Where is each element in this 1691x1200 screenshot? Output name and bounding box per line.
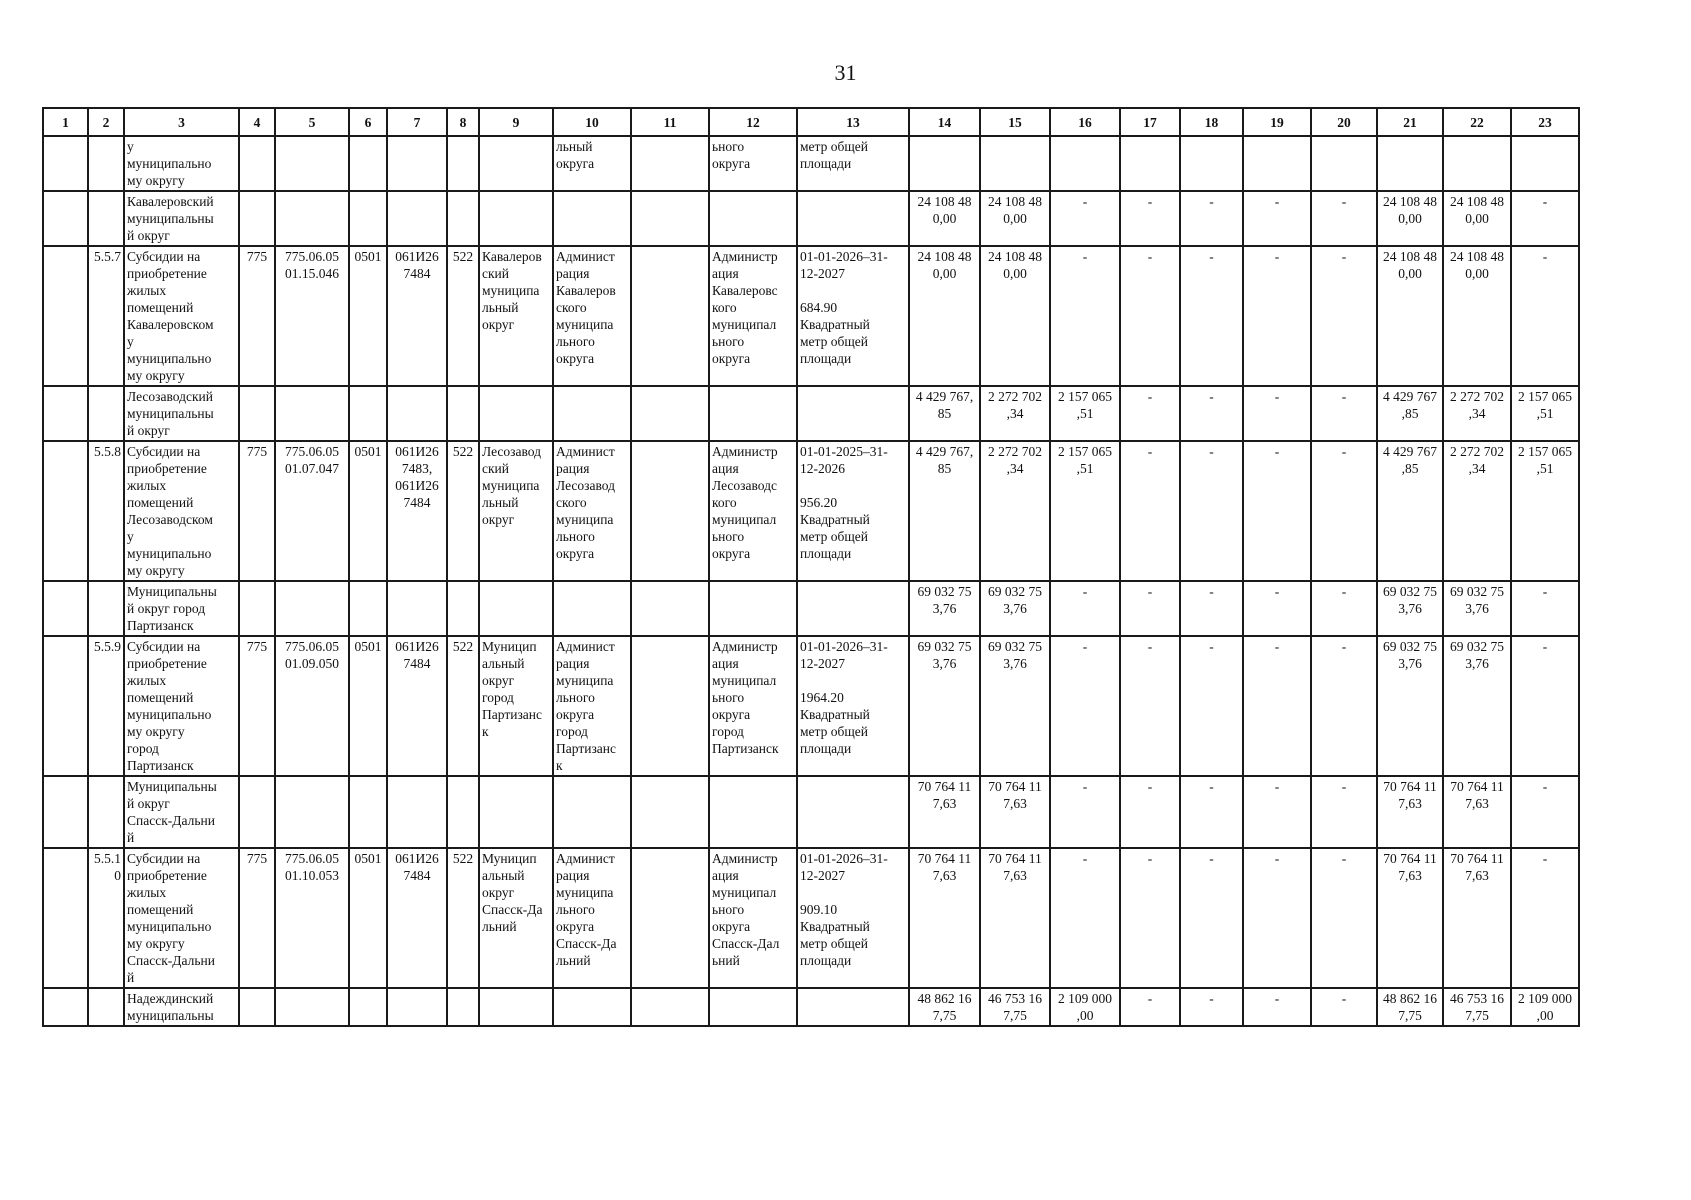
table-cell: 5.5.10 — [88, 848, 124, 988]
table-cell: - — [1180, 636, 1243, 776]
table-cell — [43, 136, 88, 191]
table-cell: - — [1050, 776, 1120, 848]
column-header: 2 — [88, 108, 124, 136]
table-cell — [88, 136, 124, 191]
table-cell — [43, 776, 88, 848]
table-cell — [239, 581, 275, 636]
table-cell: - — [1511, 191, 1579, 246]
table-cell — [239, 136, 275, 191]
table-cell — [709, 581, 797, 636]
table-cell: 69 032 75 3,76 — [909, 636, 980, 776]
table-cell: Администр ация Лесозаводс кого муниципал ьного округа — [709, 441, 797, 581]
table-cell: 775.06.05 01.10.053 — [275, 848, 349, 988]
table-cell — [909, 136, 980, 191]
table-cell — [479, 386, 553, 441]
table-cell: 522 — [447, 441, 479, 581]
table-cell: - — [1050, 848, 1120, 988]
table-cell: у муниципально му округу — [124, 136, 239, 191]
table-cell: 2 157 065 ,51 — [1511, 386, 1579, 441]
table-cell — [88, 191, 124, 246]
table-cell — [709, 776, 797, 848]
table-cell — [553, 191, 631, 246]
table-cell: 2 272 702 ,34 — [1443, 441, 1511, 581]
table-cell: Админист рация Кавалеров ского муниципа льного округа — [553, 246, 631, 386]
table-cell — [631, 386, 709, 441]
table-cell: 2 272 702 ,34 — [980, 441, 1050, 581]
table-cell: 4 429 767, 85 — [909, 386, 980, 441]
column-header: 1 — [43, 108, 88, 136]
table-cell — [709, 191, 797, 246]
table-cell: Администр ация муниципал ьного округа Спасск-Дал ьний — [709, 848, 797, 988]
table-cell: 69 032 75 3,76 — [1443, 581, 1511, 636]
column-header: 4 — [239, 108, 275, 136]
table-cell: - — [1180, 581, 1243, 636]
table-cell — [88, 776, 124, 848]
table-cell: 24 108 48 0,00 — [980, 246, 1050, 386]
table-cell: 01-01-2026–31- 12-2027 909.10 Квадратный метр общей площади — [797, 848, 909, 988]
table-cell: 48 862 16 7,75 — [909, 988, 980, 1026]
table-cell — [349, 988, 387, 1026]
table-cell: - — [1180, 246, 1243, 386]
table-cell: Лесозавод ский муниципа льный округ — [479, 441, 553, 581]
table-cell: 69 032 75 3,76 — [1443, 636, 1511, 776]
table-cell — [43, 581, 88, 636]
table-cell: 69 032 75 3,76 — [980, 581, 1050, 636]
table-cell: 24 108 48 0,00 — [1377, 246, 1443, 386]
table-cell — [239, 776, 275, 848]
table-cell — [1443, 136, 1511, 191]
table-cell — [797, 191, 909, 246]
column-header: 14 — [909, 108, 980, 136]
table-cell — [387, 191, 447, 246]
table-cell — [1377, 136, 1443, 191]
table-cell — [479, 988, 553, 1026]
table-cell: 522 — [447, 246, 479, 386]
table-cell: Муниципальны й округ Спасск-Дальни й — [124, 776, 239, 848]
table-cell: - — [1511, 581, 1579, 636]
table-cell: - — [1120, 246, 1180, 386]
table-cell — [387, 988, 447, 1026]
table-cell — [797, 988, 909, 1026]
column-header: 15 — [980, 108, 1050, 136]
column-header: 8 — [447, 108, 479, 136]
table-cell: 775 — [239, 441, 275, 581]
table-cell — [447, 776, 479, 848]
column-header: 18 — [1180, 108, 1243, 136]
table-cell — [43, 386, 88, 441]
column-header: 17 — [1120, 108, 1180, 136]
table-cell — [631, 136, 709, 191]
table-cell: 0501 — [349, 441, 387, 581]
table-cell — [275, 581, 349, 636]
table-cell: - — [1120, 441, 1180, 581]
table-cell: 2 157 065 ,51 — [1050, 441, 1120, 581]
table-cell: - — [1243, 246, 1311, 386]
column-header: 22 — [1443, 108, 1511, 136]
table-cell: - — [1511, 636, 1579, 776]
table-cell: 061И26 7484 — [387, 246, 447, 386]
table-cell — [43, 636, 88, 776]
table-cell: 70 764 11 7,63 — [980, 848, 1050, 988]
table-cell — [797, 386, 909, 441]
table-cell: 24 108 48 0,00 — [1443, 246, 1511, 386]
table-cell — [553, 988, 631, 1026]
table-cell: - — [1243, 191, 1311, 246]
table-cell — [631, 848, 709, 988]
table-cell: - — [1311, 581, 1377, 636]
table-cell: - — [1120, 988, 1180, 1026]
column-header: 11 — [631, 108, 709, 136]
table-cell: 5.5.8 — [88, 441, 124, 581]
table-cell — [88, 581, 124, 636]
table-cell — [275, 776, 349, 848]
table-cell: - — [1311, 246, 1377, 386]
table-cell — [1243, 136, 1311, 191]
column-header: 23 — [1511, 108, 1579, 136]
table-cell — [797, 776, 909, 848]
table-cell: - — [1050, 246, 1120, 386]
table-cell: 24 108 48 0,00 — [909, 246, 980, 386]
table-cell: - — [1180, 988, 1243, 1026]
table-row — [43, 246, 1579, 386]
table-cell — [553, 386, 631, 441]
table-cell: - — [1511, 776, 1579, 848]
table-cell: 0501 — [349, 636, 387, 776]
table-cell — [553, 776, 631, 848]
page-number: 31 — [834, 60, 857, 85]
table-cell — [1311, 136, 1377, 191]
table-cell — [980, 136, 1050, 191]
column-header: 16 — [1050, 108, 1120, 136]
budget-table — [42, 107, 1580, 1027]
column-header: 7 — [387, 108, 447, 136]
table-cell — [349, 191, 387, 246]
table-cell: 70 764 11 7,63 — [909, 776, 980, 848]
table-cell: Админист рация Лесозавод ского муниципа льного округа — [553, 441, 631, 581]
table-cell: Кавалеров ский муниципа льный округ — [479, 246, 553, 386]
table-cell: 24 108 48 0,00 — [1443, 191, 1511, 246]
table-cell: 2 272 702 ,34 — [980, 386, 1050, 441]
table-cell — [447, 386, 479, 441]
table-cell — [43, 246, 88, 386]
table-cell — [88, 386, 124, 441]
table-row — [43, 636, 1579, 776]
table-cell: Надеждинский муниципальны — [124, 988, 239, 1026]
table-cell: Субсидии на приобретение жилых помещений муниципально му округу город Партизанск — [124, 636, 239, 776]
table-cell — [709, 988, 797, 1026]
table-cell: 775.06.05 01.09.050 — [275, 636, 349, 776]
table-cell: - — [1120, 848, 1180, 988]
column-header: 6 — [349, 108, 387, 136]
table-cell — [275, 136, 349, 191]
table-cell: 69 032 75 3,76 — [1377, 581, 1443, 636]
table-cell: - — [1050, 581, 1120, 636]
table-cell — [631, 636, 709, 776]
table-cell: 061И26 7484 — [387, 848, 447, 988]
table-cell — [275, 988, 349, 1026]
table-cell — [447, 581, 479, 636]
table-cell: - — [1243, 988, 1311, 1026]
table-row — [43, 191, 1579, 246]
table-cell: Админист рация муниципа льного округа город Партизанс к — [553, 636, 631, 776]
table-row — [43, 848, 1579, 988]
table-cell: 2 272 702 ,34 — [1443, 386, 1511, 441]
table-cell: - — [1120, 776, 1180, 848]
table-cell: - — [1050, 636, 1120, 776]
table-cell — [447, 191, 479, 246]
table-cell — [479, 136, 553, 191]
table-cell — [275, 191, 349, 246]
table-cell — [631, 191, 709, 246]
table-cell: Муницип альный округ Спасск-Да льний — [479, 848, 553, 988]
table-cell: - — [1180, 441, 1243, 581]
table-cell: 70 764 11 7,63 — [1443, 848, 1511, 988]
table-cell: - — [1120, 386, 1180, 441]
table-cell: 70 764 11 7,63 — [980, 776, 1050, 848]
table-cell: - — [1311, 636, 1377, 776]
column-header: 3 — [124, 108, 239, 136]
table-cell: 70 764 11 7,63 — [909, 848, 980, 988]
table-cell — [1120, 136, 1180, 191]
table-cell — [631, 988, 709, 1026]
table-cell: 01-01-2026–31- 12-2027 1964.20 Квадратный метр общей площади — [797, 636, 909, 776]
table-cell: - — [1311, 386, 1377, 441]
table-cell: - — [1180, 386, 1243, 441]
table-row — [43, 441, 1579, 581]
column-header: 5 — [275, 108, 349, 136]
column-header: 21 — [1377, 108, 1443, 136]
table-cell: 46 753 16 7,75 — [1443, 988, 1511, 1026]
table-cell: - — [1311, 441, 1377, 581]
table-cell: - — [1511, 246, 1579, 386]
table-cell — [797, 581, 909, 636]
table-cell: 775 — [239, 848, 275, 988]
table-cell: 70 764 11 7,63 — [1377, 776, 1443, 848]
table-cell: 4 429 767, 85 — [909, 441, 980, 581]
table-cell — [349, 776, 387, 848]
table-row — [43, 386, 1579, 441]
table-cell: Лесозаводский муниципальны й округ — [124, 386, 239, 441]
table-cell: 061И26 7484 — [387, 636, 447, 776]
table-cell — [1050, 136, 1120, 191]
table-cell — [447, 988, 479, 1026]
table-cell: 5.5.7 — [88, 246, 124, 386]
table-cell — [447, 136, 479, 191]
table-cell: 775.06.05 01.15.046 — [275, 246, 349, 386]
table-cell: 2 157 065 ,51 — [1050, 386, 1120, 441]
table-cell — [349, 386, 387, 441]
table-cell: 2 109 000 ,00 — [1511, 988, 1579, 1026]
table-cell: льный округа — [553, 136, 631, 191]
table-cell: 522 — [447, 636, 479, 776]
table-cell: 01-01-2026–31- 12-2027 684.90 Квадратный метр общей площади — [797, 246, 909, 386]
table-row — [43, 776, 1579, 848]
table-cell — [239, 988, 275, 1026]
table-cell: Субсидии на приобретение жилых помещений Лесозаводском у муниципально му округу — [124, 441, 239, 581]
table-cell: - — [1243, 848, 1311, 988]
table-cell: - — [1120, 636, 1180, 776]
table-cell — [239, 386, 275, 441]
table-row — [43, 136, 1579, 191]
table-cell — [349, 581, 387, 636]
table-cell — [387, 386, 447, 441]
table-cell — [43, 848, 88, 988]
table-cell: 69 032 75 3,76 — [1377, 636, 1443, 776]
table-cell: 4 429 767 ,85 — [1377, 441, 1443, 581]
table-cell: Администр ация Кавалеровс кого муниципал ьного округа — [709, 246, 797, 386]
table-cell — [1180, 136, 1243, 191]
table-cell — [479, 776, 553, 848]
table-cell: 775.06.05 01.07.047 — [275, 441, 349, 581]
table-cell — [631, 246, 709, 386]
table-cell: 24 108 48 0,00 — [1377, 191, 1443, 246]
table-cell: - — [1311, 988, 1377, 1026]
table-cell — [631, 776, 709, 848]
table-cell — [43, 191, 88, 246]
table-cell: 69 032 75 3,76 — [909, 581, 980, 636]
column-header: 20 — [1311, 108, 1377, 136]
table-cell: 70 764 11 7,63 — [1377, 848, 1443, 988]
table-cell: 24 108 48 0,00 — [980, 191, 1050, 246]
table-cell: - — [1243, 776, 1311, 848]
table-cell: Админист рация муниципа льного округа Спасск-Да льний — [553, 848, 631, 988]
table-cell: - — [1050, 191, 1120, 246]
table-cell — [275, 386, 349, 441]
table-cell — [387, 776, 447, 848]
column-header: 13 — [797, 108, 909, 136]
table-cell: 2 109 000 ,00 — [1050, 988, 1120, 1026]
table-cell: 69 032 75 3,76 — [980, 636, 1050, 776]
table-row — [43, 581, 1579, 636]
column-header: 19 — [1243, 108, 1311, 136]
column-header: 10 — [553, 108, 631, 136]
table-cell: 0501 — [349, 848, 387, 988]
table-cell: 5.5.9 — [88, 636, 124, 776]
table-cell — [88, 988, 124, 1026]
table-cell: - — [1243, 581, 1311, 636]
table-cell: 775 — [239, 246, 275, 386]
table-cell — [387, 581, 447, 636]
table-cell: 0501 — [349, 246, 387, 386]
table-cell: - — [1311, 191, 1377, 246]
column-header: 12 — [709, 108, 797, 136]
table-cell — [553, 581, 631, 636]
table-cell — [709, 386, 797, 441]
table-cell — [1511, 136, 1579, 191]
table-cell — [631, 581, 709, 636]
table-cell — [479, 581, 553, 636]
table-cell — [43, 988, 88, 1026]
table-cell: - — [1311, 848, 1377, 988]
table-cell: Муниципальны й округ город Партизанск — [124, 581, 239, 636]
column-header: 9 — [479, 108, 553, 136]
table-cell: - — [1243, 636, 1311, 776]
table-cell: 4 429 767 ,85 — [1377, 386, 1443, 441]
table-cell — [43, 441, 88, 581]
header-row — [43, 108, 1579, 136]
table-cell: - — [1180, 776, 1243, 848]
table-cell: ьного округа — [709, 136, 797, 191]
table-cell — [239, 191, 275, 246]
table-cell: 70 764 11 7,63 — [1443, 776, 1511, 848]
table-cell: 061И26 7483, 061И26 7484 — [387, 441, 447, 581]
table-row — [43, 988, 1579, 1026]
table-cell: - — [1511, 848, 1579, 988]
table-cell — [387, 136, 447, 191]
table-cell: - — [1243, 386, 1311, 441]
table-cell — [479, 191, 553, 246]
table-cell: Субсидии на приобретение жилых помещений муниципально му округу Спасск-Дальни й — [124, 848, 239, 988]
table-cell: метр общей площади — [797, 136, 909, 191]
table-cell: - — [1311, 776, 1377, 848]
table-cell — [349, 136, 387, 191]
table-cell: - — [1120, 581, 1180, 636]
table-cell: 2 157 065 ,51 — [1511, 441, 1579, 581]
table-cell: - — [1243, 441, 1311, 581]
table-cell: - — [1180, 191, 1243, 246]
table-cell: 48 862 16 7,75 — [1377, 988, 1443, 1026]
table-cell: Муницип альный округ город Партизанс к — [479, 636, 553, 776]
table-cell: Администр ация муниципал ьного округа город Партизанск — [709, 636, 797, 776]
table-cell — [631, 441, 709, 581]
table-cell: 46 753 16 7,75 — [980, 988, 1050, 1026]
table-cell: Кавалеровский муниципальны й округ — [124, 191, 239, 246]
table-cell: 01-01-2025–31- 12-2026 956.20 Квадратный метр общей площади — [797, 441, 909, 581]
table-cell: - — [1120, 191, 1180, 246]
table-cell: 775 — [239, 636, 275, 776]
table-cell: - — [1180, 848, 1243, 988]
table-cell: Субсидии на приобретение жилых помещений Кавалеровском у муниципально му округу — [124, 246, 239, 386]
table-cell: 522 — [447, 848, 479, 988]
table-cell: 24 108 48 0,00 — [909, 191, 980, 246]
